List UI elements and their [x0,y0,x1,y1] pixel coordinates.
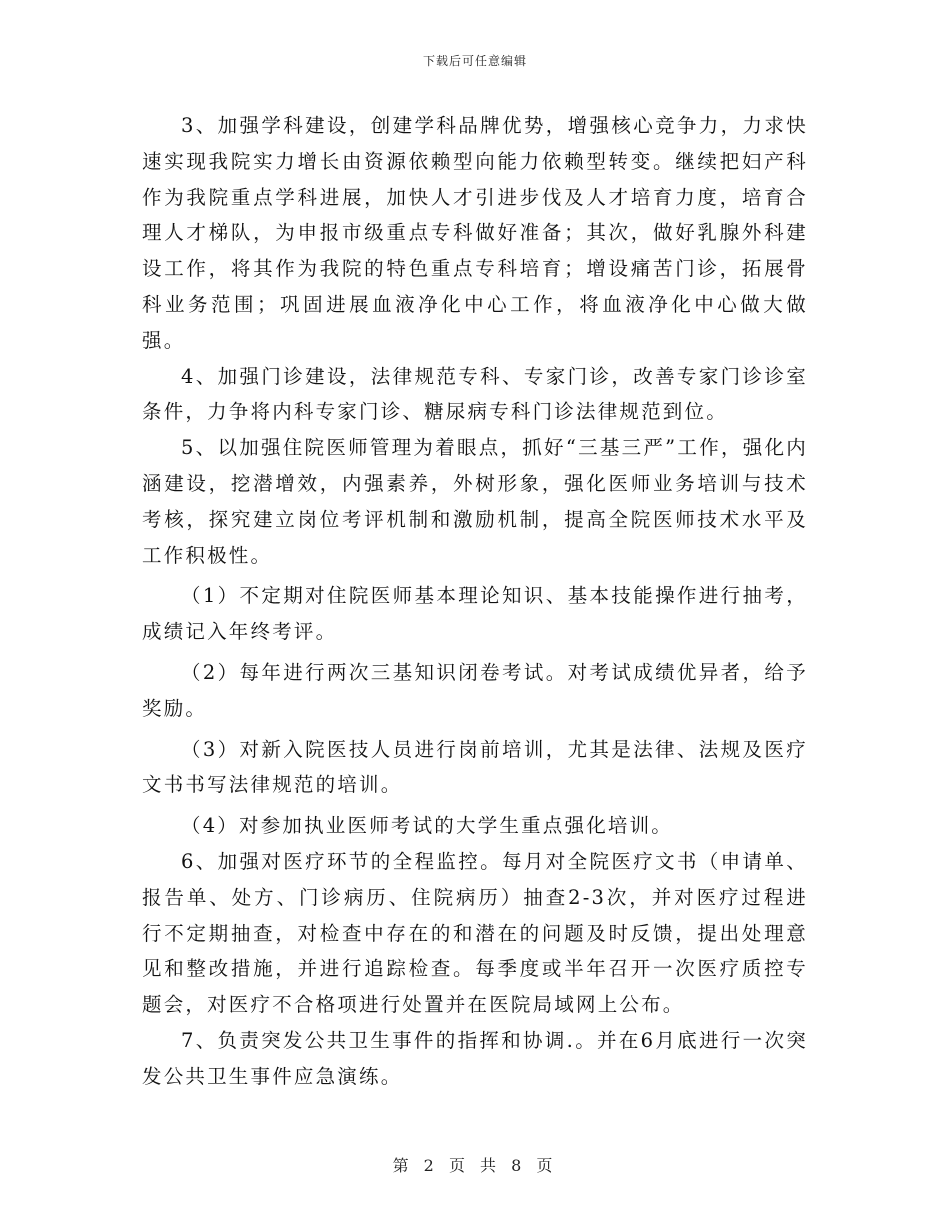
sub-item-4: （4）对参加执业医师考试的大学生重点强化培训。 [181,814,674,838]
page-footer: 第 2 页 共 8 页 [392,1156,558,1175]
sub-item-3: （3）对新入院医技人员进行岗前培训，尤其是法律、法规及医疗文书书写法律规范的培训。 [142,737,808,797]
document-body [142,108,808,1095]
sub-item-2: （2）每年进行两次三基知识闭卷考试。对考试成绩优异者，给予奖励。 [142,660,808,720]
paragraph-item-7: 7、负责突发公共卫生事件的指挥和协调.。并在6月底进行一次突发公共卫生事件应急演练。 [142,1028,808,1088]
sub-item-1: （1）不定期对住院医师基本理论知识、基本技能操作进行抽考，成绩记入年终考评。 [142,584,808,644]
page-header: 下载后可任意编辑 [422,54,527,68]
paragraph-item-6: 6、加强对医疗环节的全程监控。每月对全院医疗文书（申请单、报告单、处方、门诊病历、住院病历）抽查2-3次，并对医疗过程进行不定期抽查，对检查中存在的和潜在的问题及时反馈，提出处理意见和整改措施，并进行追踪检查。每季度或半年召开一次医疗质控专题会，对医疗不合格项进行处置并在医院局域网上公布。 [142,849,808,1017]
paragraph-item-3: 3、加强学科建设，创建学科品牌优势，增强核心竞争力，力求快速实现我院实力增长由资源依赖型向能力依赖型转变。继续把妇产科作为我院重点学科进展，加快人才引进步伐及人才培育力度，培育合理人才梯队，为申报市级重点专科做好准备；其次，做好乳腺外科建设工作，将其作为我院的特色重点专科培育；增设痛苦门诊，拓展骨科业务范围；巩固进展血液净化中心工作，将血液净化中心做大做强。 [142,114,808,352]
paragraph-item-4: 4、加强门诊建设，法律规范专科、专家门诊，改善专家门诊诊室条件，力争将内科专家门诊、糖尿病专科门诊法律规范到位。 [142,364,808,424]
paragraph-item-5: 5、以加强住院医师管理为着眼点，抓好“三基三严”工作，强化内涵建设，挖潜增效，内强素养，外树形象，强化医师业务培训与技术考核，探究建立岗位考评机制和激励机制，提高全院医师技术水平及工作积极性。 [142,436,808,567]
